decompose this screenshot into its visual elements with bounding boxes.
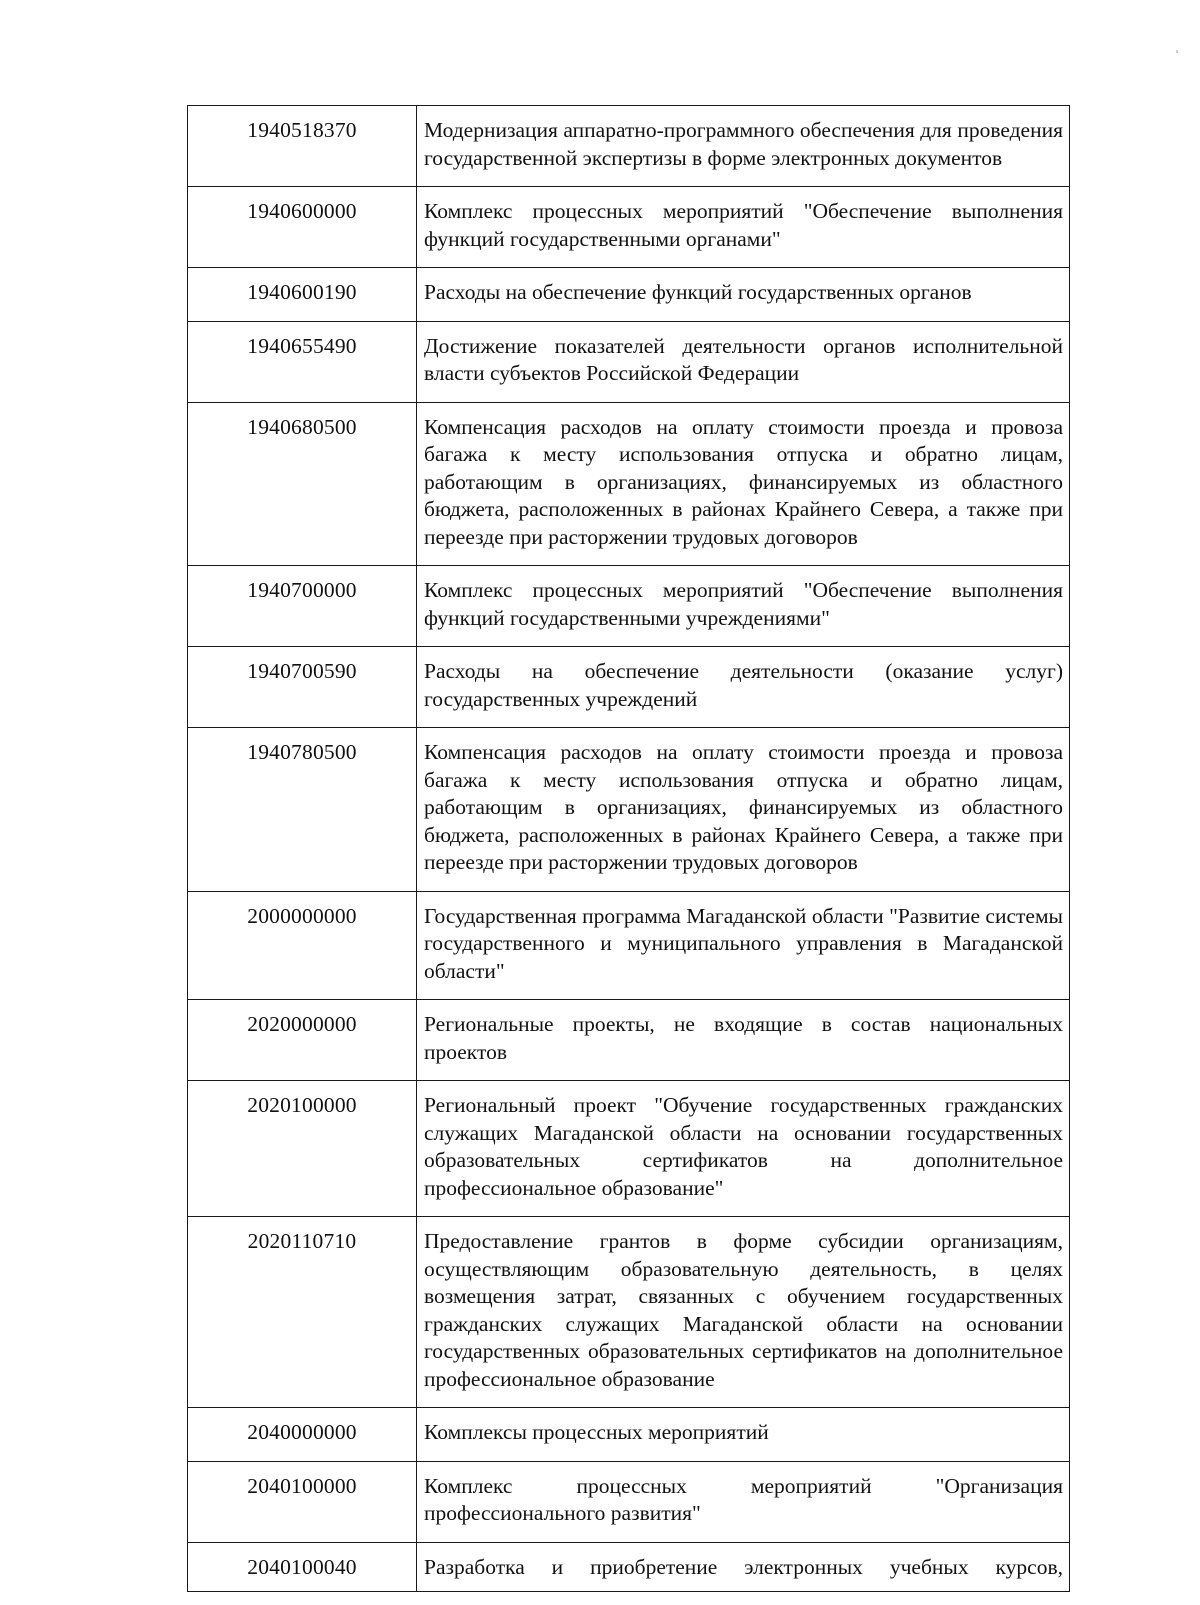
row-description: Модернизация аппаратно-программного обеспечения для проведения государственной экспертизы в форме электронных документов [417,106,1070,187]
row-code: 2020110710 [188,1217,417,1408]
row-description: Региональные проекты, не входящие в состав национальных проектов [417,1000,1070,1081]
row-description: Комплекс процессных мероприятий "Организация профессионального развития" [417,1461,1070,1542]
row-code: 1940600190 [188,268,417,322]
row-code: 2020100000 [188,1081,417,1217]
row-code: 2040000000 [188,1408,417,1462]
table-row [188,647,1070,728]
row-description: Комплекс процессных мероприятий "Обеспечение выполнения функций государственными органами" [417,187,1070,268]
row-description: Предоставление грантов в форме субсидии организациям, осуществляющим образовательную деятельность, в целях возмещения затрат, связанных с обучением государственных гражданских служащих Магаданской области на основании государственных образовательных сертификатов на дополнительное профессиональное образование [417,1217,1070,1408]
table-row [188,106,1070,187]
row-code: 1940780500 [188,728,417,892]
table-row [188,1217,1070,1408]
table-row [188,728,1070,892]
table-row [188,321,1070,402]
row-description: Компенсация расходов на оплату стоимости проезда и провоза багажа к месту использования отпуска и обратно лицам, работающим в организациях, финансируемых из областного бюджета, расположенных в районах Крайнего Севера, а также при переезде при расторжении трудовых договоров [417,728,1070,892]
table-row [188,1542,1070,1592]
row-description: Комплекс процессных мероприятий "Обеспечение выполнения функций государственными учреждениями" [417,566,1070,647]
row-description: Компенсация расходов на оплату стоимости проезда и провоза багажа к месту использования отпуска и обратно лицам, работающим в организациях, финансируемых из областного бюджета, расположенных в районах Крайнего Севера, а также при переезде при расторжении трудовых договоров [417,402,1070,566]
table-row [188,1408,1070,1462]
table-row [188,402,1070,566]
row-description: Расходы на обеспечение деятельности (оказание услуг) государственных учреждений [417,647,1070,728]
row-description: Государственная программа Магаданской области "Развитие системы государственного и муниципального управления в Магаданской области" [417,891,1070,1000]
row-description: Комплексы процессных мероприятий [417,1408,1070,1462]
row-description: Региональный проект "Обучение государственных гражданских служащих Магаданской области на основании государственных образовательных сертификатов на дополнительное профессиональное образование" [417,1081,1070,1217]
row-code: 2040100040 [188,1542,417,1592]
row-code: 1940700000 [188,566,417,647]
row-code: 1940600000 [188,187,417,268]
table-row [188,268,1070,322]
row-code: 1940680500 [188,402,417,566]
row-code: 1940655490 [188,321,417,402]
table-row [188,1461,1070,1542]
row-description: Разработка и приобретение электронных учебных курсов, [417,1542,1070,1592]
table-row [188,566,1070,647]
table-body [188,106,1070,1592]
row-description: Расходы на обеспечение функций государственных органов [417,268,1070,322]
row-code: 1940700590 [188,647,417,728]
row-code: 2040100000 [188,1461,417,1542]
row-description: Достижение показателей деятельности органов исполнительной власти субъектов Российской Федерации [417,321,1070,402]
row-code: 2020000000 [188,1000,417,1081]
table-row [188,1000,1070,1081]
table-row [188,891,1070,1000]
budget-classification-table [187,105,1070,1592]
table-row [188,187,1070,268]
row-code: 2000000000 [188,891,417,1000]
table-row [188,1081,1070,1217]
row-code: 1940518370 [188,106,417,187]
scan-artifact [1176,50,1178,53]
